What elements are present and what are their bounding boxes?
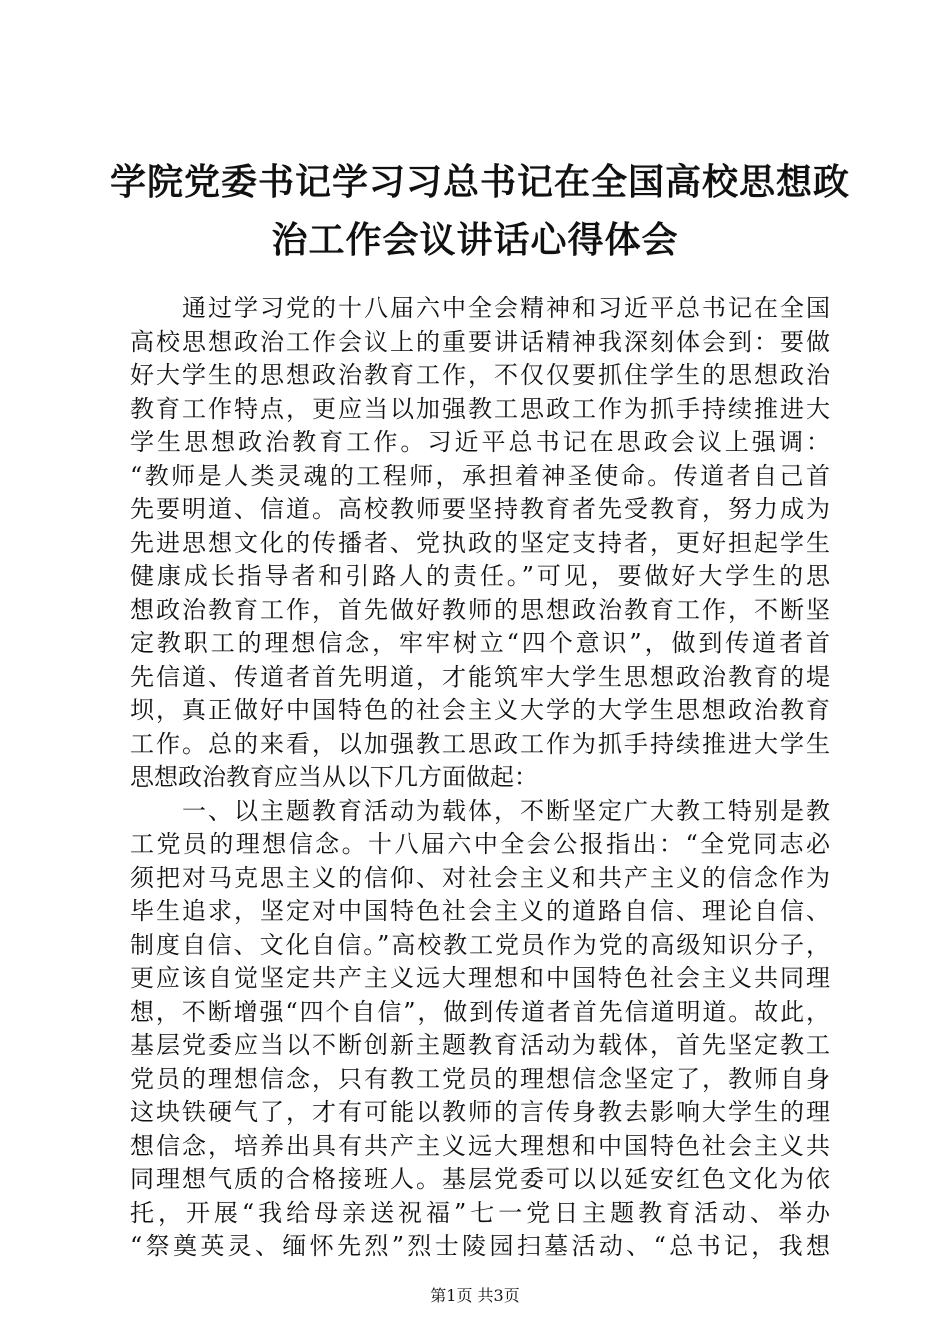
paragraph-line: 想政治教育工作，首先做好教师的思想政治教育工作，不断坚	[130, 595, 830, 624]
paragraph-line: 先进思想文化的传播者、党执政的坚定支持者，更好担起学生	[130, 528, 830, 557]
paragraph-line: 制度自信、文化自信。”高校教工党员作为党的高级知识分子，	[130, 930, 830, 959]
paragraph-line: 须把对马克思主义的信仰、对社会主义和共产主义的信念作为	[130, 863, 830, 892]
document-title-line-2: 治工作会议讲话心得体会	[271, 219, 679, 261]
paragraph-line: 健康成长指导者和引路人的责任。”可见，要做好大学生的思	[130, 562, 830, 590]
document-title-line-1: 学院党委书记学习习总书记在全国高校思想政	[110, 161, 851, 203]
paragraph-line: 更应该自觉坚定共产主义远大理想和中国特色社会主义共同理	[130, 964, 830, 992]
paragraph-line: 这块铁硬气了，才有可能以教师的言传身教去影响大学生的理	[130, 1098, 830, 1126]
paragraph-line: 同理想气质的合格接班人。基层党委可以以延安红色文化为依	[130, 1165, 830, 1193]
paragraph-line: 定教职工的理想信念，牢牢树立“四个意识”，做到传道者首	[130, 629, 830, 657]
page-footer: 第1页 共3页	[430, 1286, 520, 1305]
paragraph-line: 党员的理想信念，只有教工党员的理想信念坚定了，教师自身	[130, 1064, 830, 1093]
paragraph-line: 教育工作特点，更应当以加强教工思政工作为抓手持续推进大	[130, 394, 830, 423]
paragraph-line: “祭奠英灵、缅怀先烈”烈士陵园扫墓活动、“总书记，我想	[130, 1232, 830, 1260]
paragraph-line: 坝，真正做好中国特色的社会主义大学的大学生思想政治教育	[130, 696, 830, 724]
paragraph-line: 高校思想政治工作会议上的重要讲话精神我深刻体会到：要做	[130, 327, 830, 356]
paragraph-line: 工作。总的来看，以加强教工思政工作为抓手持续推进大学生	[130, 729, 830, 758]
paragraph-line: “教师是人类灵魂的工程师，承担着神圣使命。传道者自己首	[130, 461, 830, 490]
paragraph-line: 想，不断增强“四个自信”，做到传道者首先信道明道。故此，	[130, 997, 830, 1026]
paragraph-line: 毕生追求，坚定对中国特色社会主义的道路自信、理论自信、	[130, 897, 830, 925]
paragraph-line: 工党员的理想信念。十八届六中全会公报指出：“全党同志必	[130, 830, 830, 858]
paragraph-line: 基层党委应当以不断创新主题教育活动为载体，首先坚定教工	[130, 1031, 830, 1059]
paragraph-line: 通过学习党的十八届六中全会精神和习近平总书记在全国	[182, 294, 830, 322]
paragraph-line: 托，开展“我给母亲送祝福”七一党日主题教育活动、举办	[130, 1198, 830, 1227]
paragraph-line: 好大学生的思想政治教育工作，不仅仅要抓住学生的思想政治	[130, 361, 830, 389]
paragraph-line: 学生思想政治教育工作。习近平总书记在思政会议上强调：	[130, 428, 830, 456]
document-body	[130, 292, 830, 1264]
paragraph-line: 想信念，培养出具有共产主义远大理想和中国特色社会主义共	[130, 1131, 830, 1160]
paragraph-line: 思想政治教育应当从以下几方面做起：	[130, 763, 538, 791]
paragraph-line: 先信道、传道者首先明道，才能筑牢大学生思想政治教育的堤	[130, 662, 830, 691]
paragraph-line: 先要明道、信道。高校教师要坚持教育者先受教育，努力成为	[130, 495, 830, 523]
paragraph-line: 一、以主题教育活动为载体，不断坚定广大教工特别是教	[182, 796, 830, 825]
